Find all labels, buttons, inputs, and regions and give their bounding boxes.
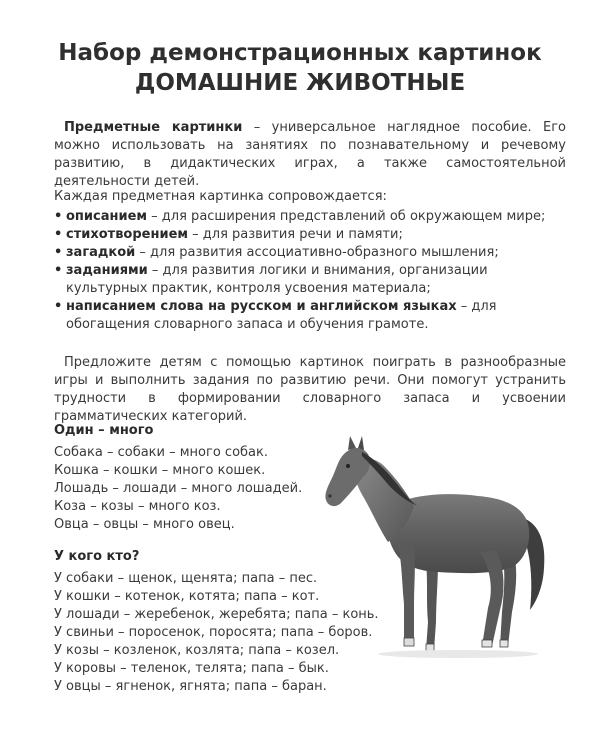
example-line: У свиньи – поросенок, поросята; папа – боров.: [54, 625, 373, 640]
closing-paragraph: Предложите детям с помощью картинок поиграть в разнообразные игры и выполнить задания по развитию речи. Они помогут устранить трудности в формировании словарного запаса и усвоении грамматических категорий.: [54, 355, 566, 424]
intro-bold-term: Предметные картинки: [64, 120, 243, 135]
example-line: Овца – овцы – много овец.: [54, 517, 235, 532]
list-item: [54, 298, 566, 334]
example-line: У козы – козленок, козлята; папа – козел.: [54, 643, 340, 658]
list-item: [54, 262, 566, 298]
intro-text: – универсальное наглядное пособие. Его можно использовать на занятиях по познавательному и речевому развитию, в дидактических играх, а также самостоятельной деятельности детей.: [54, 120, 566, 189]
horse-illustration: [318, 432, 568, 672]
section-title: У кого кто?: [54, 549, 140, 564]
list-item: [54, 244, 566, 262]
list-item-text: – для развития речи и памяти;: [188, 227, 403, 242]
section-title: Один – много: [54, 423, 154, 438]
features-list: [54, 208, 566, 334]
list-item-text: – для обогащения словарного запаса и обучения грамоте.: [66, 299, 497, 332]
example-line: Коза – козы – много коз.: [54, 499, 221, 514]
example-line: У кошки – котенок, котята; папа – кот.: [54, 589, 320, 604]
example-line: У лошади – жеребенок, жеребята; папа – конь.: [54, 607, 379, 622]
example-line: Собака – собаки – много собак.: [54, 445, 268, 460]
title-line-1: Набор демонстрационных картинок: [58, 40, 542, 66]
list-item-term: написанием слова на русском и английском языках: [66, 299, 457, 314]
list-item-text: – для расширения представлений об окружающем мире;: [147, 209, 546, 224]
example-line: У собаки – щенок, щенята; папа – пес.: [54, 571, 318, 586]
list-item: [54, 208, 566, 226]
list-item-term: описанием: [66, 209, 148, 224]
list-item-text: – для развития логики и внимания, организации культурных практик, контроля усвоения материала;: [66, 263, 488, 296]
section-one-many: [54, 422, 302, 534]
example-line: У коровы – теленок, телята; папа – бык.: [54, 661, 329, 676]
list-item-term: загадкой: [66, 245, 136, 260]
list-item-term: заданиями: [66, 263, 148, 278]
list-item: [54, 226, 566, 244]
page-title: [0, 38, 600, 98]
intro-paragraph: [54, 119, 566, 191]
list-intro: Каждая предметная картинка сопровождается:: [54, 189, 387, 204]
example-line: Лошадь – лошади – много лошадей.: [54, 481, 303, 496]
list-item-text: – для развития ассоциативно-образного мышления;: [135, 245, 499, 260]
title-line-2: ДОМАШНИЕ ЖИВОТНЫЕ: [134, 70, 466, 96]
list-item-term: стихотворением: [66, 227, 189, 242]
example-line: У овцы – ягненок, ягнята; папа – баран.: [54, 679, 327, 694]
example-line: Кошка – кошки – много кошек.: [54, 463, 266, 478]
